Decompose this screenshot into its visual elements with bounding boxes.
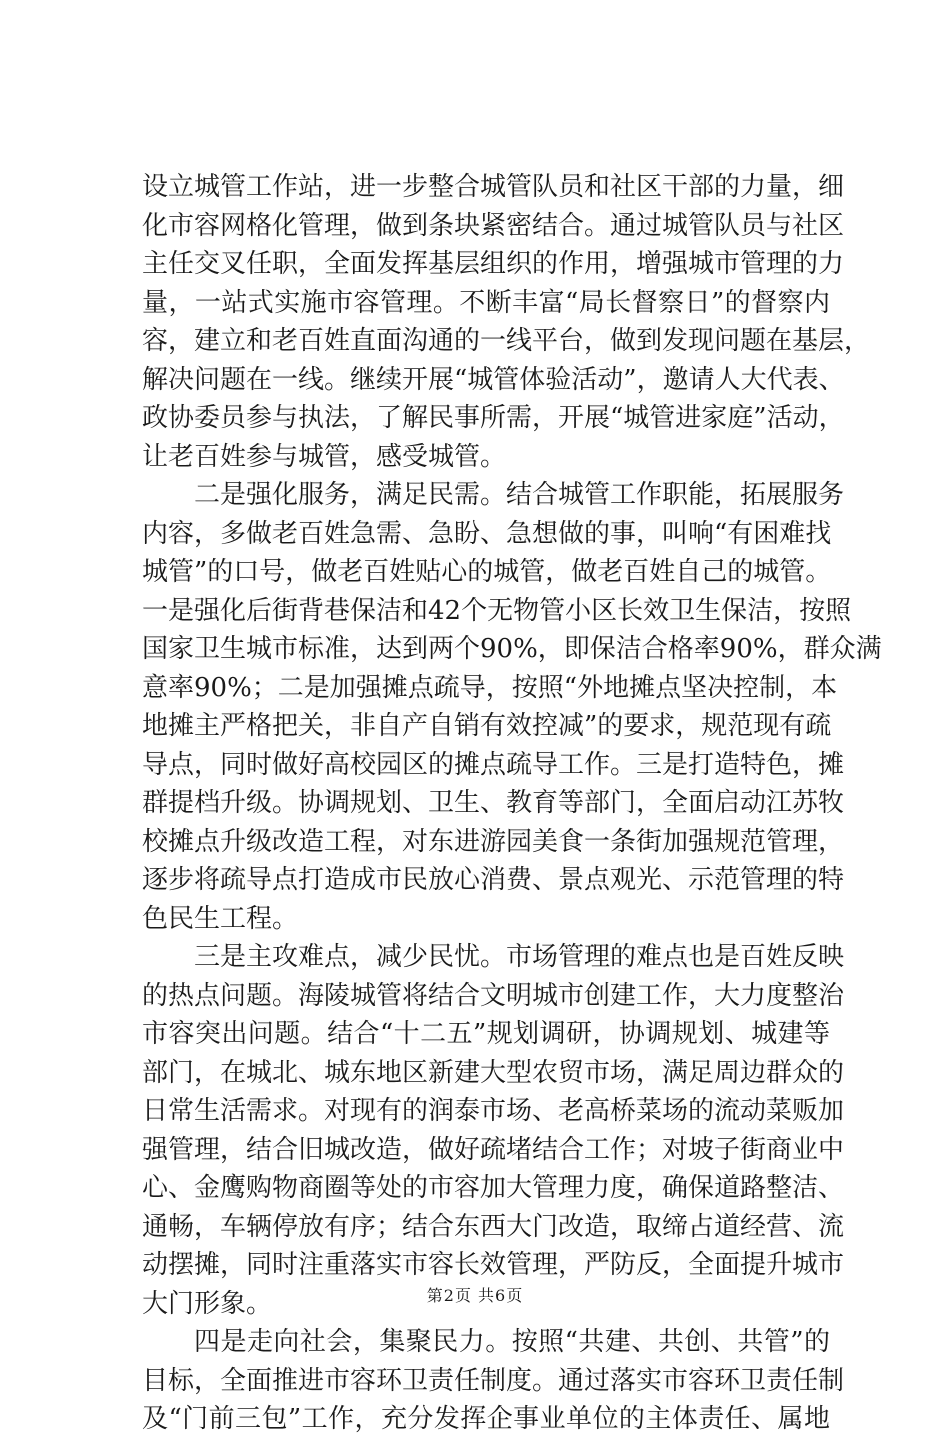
text-line: 目标，全面推进市容环卫责任制度。通过落实市容环卫责任制 (142, 1365, 845, 1396)
text-line: 城管”的口号，做老百姓贴心的城管，做老百姓自己的城管。 (142, 557, 832, 587)
text-line: 内容，多做老百姓急需、急盼、急想做的事，叫响“有困难找 (142, 518, 832, 549)
text-line: 动摆摊，同时注重落实市容长效管理，严防反，全面提升城市 (142, 1250, 845, 1280)
text-line: 政协委员参与执法，了解民事所需，开展“城管进家庭”活动， (142, 403, 845, 433)
paragraph-start-line: 三是主攻难点，减少民忧。市场管理的难点也是百姓反映 (194, 942, 845, 972)
text-line: 心、金鹰购物商圈等处的市容加大管理力度，确保道路整洁、 (142, 1173, 845, 1203)
text-line: 大门形象。 (142, 1288, 273, 1319)
text-line: 群提档升级。协调规划、卫生、教育等部门，全面启动江苏牧 (142, 788, 845, 818)
text-line: 逐步将疏导点打造成市民放心消费、景点观光、示范管理的特 (142, 865, 845, 895)
paragraph-start-line: 二是强化服务，满足民需。结合城管工作职能，拓展服务 (194, 480, 845, 510)
text-line: 市容突出问题。结合“十二五”规划调研，协调规划、城建等 (142, 1019, 830, 1049)
text-line: 通畅，车辆停放有序；结合东西大门改造，取缔占道经营、流 (142, 1211, 845, 1242)
text-line: 部门，在城北、城东地区新建大型农贸市场，满足周边群众的 (142, 1057, 845, 1088)
text-line: 国家卫生城市标准，达到两个90%，即保洁合格率90%，群众满 (142, 634, 882, 664)
text-line: 校摊点升级改造工程，对东进游园美食一条街加强规范管理， (142, 826, 845, 857)
text-line: 日常生活需求。对现有的润泰市场、老高桥菜场的流动菜贩加 (142, 1096, 845, 1126)
text-line: 化市容网格化管理，做到条块紧密结合。通过城管队员与社区 (142, 210, 845, 241)
text-line: 容，建立和老百姓直面沟通的一线平台，做到发现问题在基层， (142, 326, 871, 356)
text-line: 让老百姓参与城管，感受城管。 (142, 441, 507, 472)
text-line: 设立城管工作站，进一步整合城管队员和社区干部的力量，细 (142, 172, 845, 202)
text-line: 色民生工程。 (142, 903, 299, 934)
text-line: 一是强化后街背巷保洁和42个无物管小区长效卫生保洁，按照 (142, 595, 852, 626)
text-line: 主任交叉任职，全面发挥基层组织的作用，增强城市管理的力 (142, 249, 845, 279)
text-line: 量，一站式实施市容管理。不断丰富“局长督察日”的督察内 (142, 287, 830, 318)
text-line: 的热点问题。海陵城管将结合文明城市创建工作，大力度整治 (142, 980, 845, 1011)
text-line: 强管理，结合旧城改造，做好疏堵结合工作；对坡子街商业中 (142, 1134, 845, 1165)
body-text (142, 168, 882, 1439)
text-line: 及“门前三包”工作，充分发挥企事业单位的主体责任、属地 (142, 1404, 830, 1434)
text-line: 意率90%；二是加强摊点疏导，按照“外地摊点坚决控制，本 (142, 672, 838, 703)
text-line: 导点，同时做好高校园区的摊点疏导工作。三是打造特色，摊 (142, 749, 845, 780)
page-number-footer: 第2页 共6页 (426, 1286, 524, 1305)
text-line: 解决问题在一线。继续开展“城管体验活动”，邀请人大代表、 (142, 364, 845, 395)
paragraph-start-line: 四是走向社会，集聚民力。按照“共建、共创、共管”的 (194, 1327, 830, 1357)
text-line: 地摊主严格把关，非自产自销有效控减”的要求，规范现有疏 (142, 711, 832, 741)
